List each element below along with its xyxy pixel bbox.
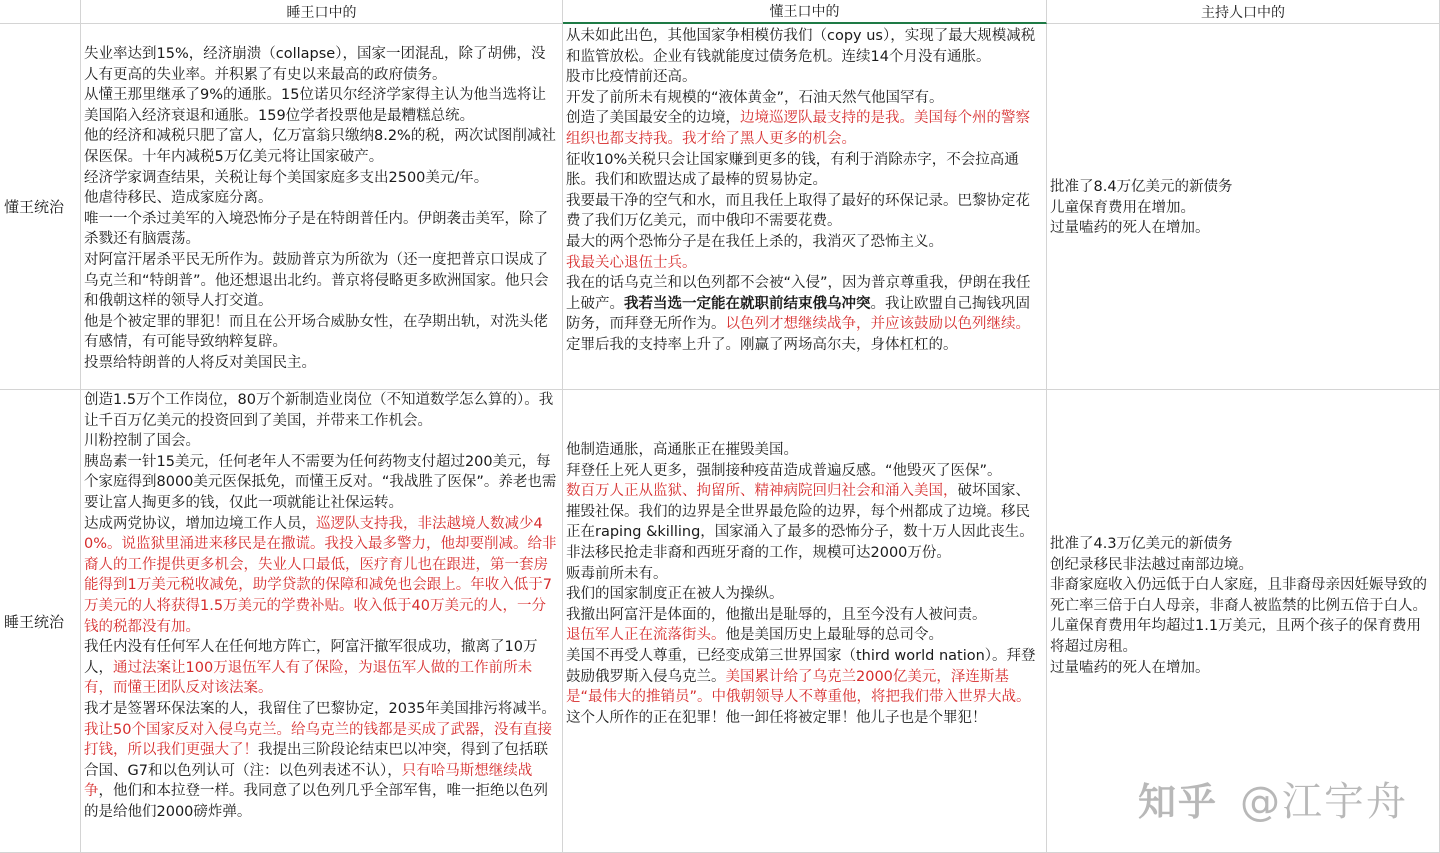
paragraph (84, 168, 558, 189)
text-run: 我任内没有任何军人在任何地方阵亡，阿富汗撤军很成功，撤离了10万人， (84, 639, 538, 676)
cell-trump-rule-host[interactable] (1047, 24, 1440, 390)
text-run: 川粉控制了国会。 (84, 433, 200, 450)
text-run: 从未如此出色，其他国家争相模仿我们（copy us），实现了最大规模减税和监管放松。企业有钱就能度过债务危机。连续14个月没有通胀。 (566, 28, 1036, 65)
text-run: 过量嗑药的死人在增加。 (1050, 659, 1210, 676)
paragraph (566, 708, 1042, 729)
cell-text (81, 44, 562, 374)
text-run: 创造了美国最安全的边境， (566, 110, 740, 127)
paragraph (1050, 177, 1435, 198)
text-run: 批准了8.4万亿美元的新债务 (1050, 179, 1233, 195)
text-run: 达成两党协议，增加边境工作人员， (84, 515, 316, 532)
text-run: 征收10%关税只会让国家赚到更多的钱，有利于消除赤字，不会拉高通胀。我们和欧盟达成了最棒的贸易协定。 (566, 151, 1019, 189)
paragraph (566, 108, 1042, 149)
paragraph (84, 637, 558, 699)
paragraph (1050, 534, 1435, 555)
paragraph (84, 85, 558, 126)
text-run: 我们的国家制度正在被人为操纵。 (566, 586, 784, 603)
text-run: 儿童保育费用年均超过1.1万美元，且两个孩子的保育费用将超过房租。 (1050, 618, 1422, 655)
paragraph (566, 461, 1042, 482)
paragraph (84, 353, 558, 374)
text-run: 退伍军人正在流落街头。 (566, 627, 726, 644)
cell-text (1047, 534, 1439, 678)
text-run: 。我让欧盟自己掏钱巩固防务，而拜登无所作为。 (566, 295, 1030, 333)
cell-text (81, 390, 562, 822)
paragraph (84, 699, 558, 720)
text-run: 创纪录移民非法越过南部边境。 (1050, 556, 1253, 573)
paragraph (84, 250, 558, 312)
paragraph (1050, 575, 1435, 616)
paragraph (1050, 555, 1435, 576)
paragraph (566, 88, 1042, 109)
text-run: 创造1.5万个工作岗位，80万个新制造业岗位（不知道数学怎么算的）。我让千百万亿美元的投资回到了美国，并带来工作机会。 (84, 392, 554, 429)
header-trump[interactable]: 懂王口中的 (563, 0, 1047, 24)
text-run: 他制造通胀，高通胀正在摧毁美国。 (566, 442, 798, 458)
text-run: 美国不再受人尊重，已经变成第三世界国家（third world nation）。拜登鼓励俄罗斯入侵乌克兰。 (566, 647, 1036, 685)
text-run: 最大的两个恐怖分子是在我任上杀的，我消灭了恐怖主义。 (566, 233, 943, 250)
text-run: 我才是签署环保法案的人，我留住了巴黎协定，2035年美国排污将减半。 (84, 700, 556, 717)
paragraph (84, 126, 558, 167)
text-run: 数百万人正从监狱、拘留所、精神病院回归社会和涌入美国， (566, 483, 958, 500)
text-run: 非裔家庭收入仍远低于白人家庭，且非裔母亲因妊娠导致的死亡率三倍于白人母亲，非裔人被监禁的比例五倍于白人。 (1050, 577, 1427, 614)
paragraph (566, 335, 1042, 356)
paragraph (84, 452, 558, 514)
text-run: 巡逻队支持我，非法越境人数减少40%。说监狱里涌进来移民是在撒谎。我投入最多警力，他却要削减。给非裔人的工作提供更多机会，失业人口最低，医疗育儿也在跟进，第一套房能得到1万美元税收减免，助学贷款的保障和减免也会跟上。年收入低于7万美元的人将获得1.5万美元的学费补贴。收入低于40万美元的人，一分钱的税都没有加。 (84, 515, 557, 635)
text-run: 我若当选一定能在就职前结束俄乌冲突 (624, 295, 871, 312)
text-run: 我撤出阿富汗是体面的，他撤出是耻辱的，且至今没有人被问责。 (566, 606, 987, 623)
text-run: 他虐待移民、造成家庭分离。 (84, 190, 273, 207)
paragraph (566, 232, 1042, 253)
paragraph (566, 605, 1042, 626)
paragraph (566, 26, 1042, 67)
text-run: 从懂王那里继承了9%的通胀。15位诺贝尔经济学家得主认为他当选将让美国陷入经济衰退和通胀。159位学者投票他是最糟糕总统。 (84, 87, 546, 124)
cell-trump-rule-trump[interactable] (563, 24, 1047, 390)
watermark-brand: 知乎 (1138, 780, 1219, 824)
cell-sleepy-rule-trump[interactable] (563, 390, 1047, 853)
cell-sleepy-rule-sleepy[interactable] (81, 390, 563, 853)
text-run: 边境巡逻队最支持的是我。美国每个州的警察组织也都支持我。我才给了黑人更多的机会。 (566, 110, 1030, 147)
text-run: 胰岛素一针15美元，任何老年人不需要为任何药物支付超过200美元，每个家庭得到8000美元医保抵免，而懂王反对。“我战胜了医保”。养老也需要让富人掏更多的钱，仅此一项就能让社保运转。 (84, 453, 557, 511)
paragraph (566, 564, 1042, 585)
text-run: 经济学家调查结果，关税让每个美国家庭多支出2500美元/年。 (84, 169, 489, 186)
paragraph (1050, 218, 1435, 239)
paragraph (566, 646, 1042, 708)
watermark-handle: @江宇舟 (1240, 779, 1409, 825)
text-run: 我提出三阶段论结束巴以冲突，得到了包括联合国、G7和以色列认可（注：以色列表述不认）， (84, 742, 548, 779)
header-sleepy[interactable]: 睡王口中的 (81, 0, 563, 24)
paragraph (84, 312, 558, 353)
cell-text (563, 440, 1046, 728)
paragraph (1050, 658, 1435, 679)
paragraph (566, 584, 1042, 605)
text-run: 这个人所作的正在犯罪！他一卸任将被定罪！他儿子也是个罪犯！ (566, 709, 987, 726)
row-label-sleepy-rule[interactable]: 睡王统治 (0, 390, 81, 853)
row-label-trump-rule[interactable]: 懂王统治 (0, 24, 81, 390)
paragraph (1050, 616, 1435, 657)
text-run: 我最关心退伍士兵。 (566, 254, 697, 271)
watermark (1138, 770, 1408, 827)
text-run: 拜登任上死人更多，强制接种疫苗造成普遍反感。“他毁灭了医保”。 (566, 462, 1002, 479)
text-run: ，他们和本拉登一样。我同意了以色列几乎全部军售，唯一拒绝以色列的是给他们2000磅炸弹。 (84, 783, 548, 820)
paragraph (1050, 198, 1435, 219)
text-run: 过量嗑药的死人在增加。 (1050, 220, 1210, 237)
text-run: 贩毒前所未有。 (566, 565, 668, 582)
text-run: 对阿富汗屠杀平民无所作为。鼓励普京为所欲为（还一度把普京口误成了乌克兰和“特朗普”。他还想退出北约。普京将侵略更多欧洲国家。他只会和俄朝这样的领导人打交道。 (84, 251, 549, 310)
text-run: 我让50个国家反对入侵乌克兰。给乌克兰的钱都是买成了武器，没有直接打钱，所以我们更强大了！ (84, 721, 552, 759)
paragraph (84, 720, 558, 823)
text-run: 美国累计给了乌克兰2000亿美元，泽连斯基是“最伟大的推销员”。中俄朝领导人不尊重他，将把我们带入世界大战。 (566, 668, 1031, 706)
text-run: 破坏国家、摧毁社保。我们的边界是全世界最危险的边界，每个州都成了边境。移民正在raping &killing，国家涌入了最多的恐怖分子，数十万人因此丧生。非法移民抢走非裔和西班牙裔的工作，规模可达2000万份。 (566, 483, 1034, 561)
paragraph (566, 150, 1042, 191)
text-run: 唯一一个杀过美军的入境恐怖分子是在特朗普任内。伊朗袭击美军，除了杀戮还有脑震荡。 (84, 210, 548, 248)
paragraph (84, 44, 558, 85)
paragraph (84, 188, 558, 209)
text-run: 儿童保育费用在增加。 (1050, 199, 1195, 216)
cell-text (1047, 177, 1439, 239)
text-run: 定罪后我的支持率上升了。刚赢了两场高尔夫，身体杠杠的。 (566, 336, 958, 353)
text-run: 投票给特朗普的人将反对美国民主。 (84, 354, 316, 371)
cell-trump-rule-sleepy[interactable] (81, 24, 563, 390)
text-run: 他的经济和减税只肥了富人，亿万富翁只缴纳8.2%的税，两次试图削减社保医保。十年内减税5万亿美元将让国家破产。 (84, 128, 556, 165)
text-run: 开发了前所未有规模的“液体黄金”，石油天然气他国罕有。 (566, 89, 944, 106)
paragraph (566, 440, 1042, 461)
paragraph (566, 191, 1042, 232)
cell-text (563, 26, 1046, 356)
text-run: 只有哈马斯想继续战争 (84, 762, 533, 800)
text-run: 他是美国历史上最耻辱的总司令。 (725, 627, 943, 644)
text-run: 失业率达到15%，经济崩溃（collapse），国家一团混乱，除了胡佛，没人有更高的失业率。并积累了有史以来最高的政府债务。 (84, 46, 546, 83)
paragraph (566, 67, 1042, 88)
text-run: 批准了4.3万亿美元的新债务 (1050, 536, 1233, 552)
header-corner[interactable] (0, 0, 81, 24)
text-run: 我要最干净的空气和水，而且我任上取得了最好的环保记录。巴黎协定花费了我们万亿美元，而中俄印不需要花费。 (566, 192, 1030, 230)
text-run: 他是个被定罪的罪犯！而且在公开场合威胁女性，在孕期出轨，对洗头佬有感情，有可能导致纳粹复辟。 (84, 313, 548, 351)
paragraph (566, 625, 1042, 646)
text-run: 我在的话乌克兰和以色列都不会被“入侵”，因为普京尊重我，伊朗在我任上破产。 (566, 275, 1031, 312)
paragraph (566, 273, 1042, 335)
paragraph (566, 253, 1042, 274)
paragraph (84, 390, 558, 431)
paragraph (84, 514, 558, 638)
text-run: 以色列才想继续战争，并应该鼓励以色列继续。 (725, 316, 1030, 333)
paragraph (84, 431, 558, 452)
text-run: 股市比疫情前还高。 (566, 69, 697, 86)
text-run: 通过法案让100万退伍军人有了保险，为退伍军人做的工作前所未有，而懂王团队反对该法案。 (84, 659, 533, 697)
paragraph (566, 481, 1042, 563)
paragraph (84, 209, 558, 250)
header-host[interactable]: 主持人口中的 (1047, 0, 1440, 24)
